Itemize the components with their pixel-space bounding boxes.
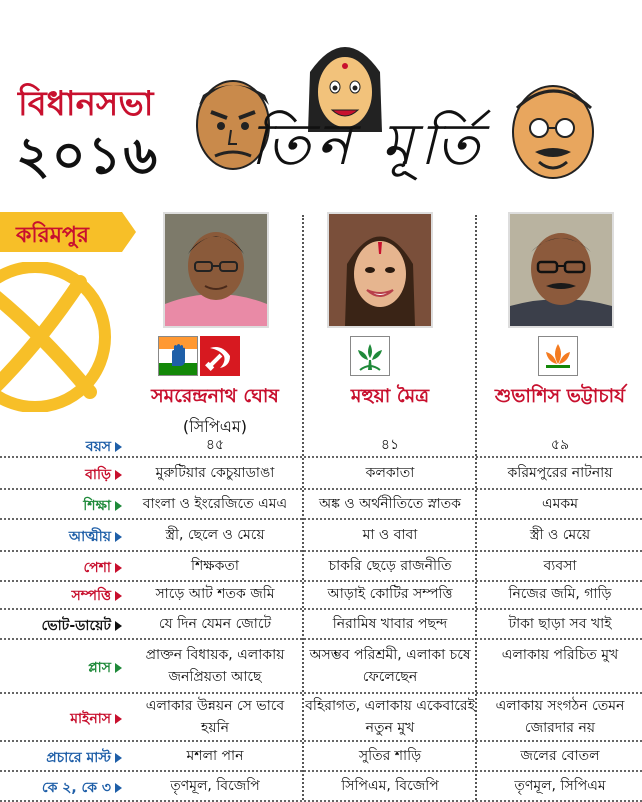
row-label-text: প্রচারে মাস্ট [46, 750, 111, 766]
table-cell: বাংলা ও ইংরেজিতে এমএ [142, 496, 288, 512]
table-row [0, 772, 642, 802]
table-cell: এলাকার উন্নয়ন সে ভাবে হয়নি [145, 698, 285, 736]
row-label [0, 707, 122, 731]
table-cell: সাড়ে আট শতক জমি [155, 586, 275, 602]
bjp-lotus-icon [538, 336, 578, 376]
table-cell: মা ও বাবা [362, 527, 418, 543]
table-cell: তৃণমূল, বিজেপি [170, 778, 260, 794]
congress-hand-icon [158, 336, 198, 376]
table-cell: অঙ্ক ও অর্থনীতিতে স্নাতক [319, 496, 461, 512]
row-label [0, 614, 122, 638]
table-cell: যে দিন যেমন জোটে [158, 616, 272, 632]
row-label [0, 494, 122, 518]
table-cell: স্ত্রী ও মেয়ে [529, 527, 591, 543]
constituency-banner [0, 212, 122, 252]
candidate-photo-2 [327, 212, 433, 328]
triangle-arrow-icon [115, 783, 122, 793]
table-cell: কলকাতা [365, 465, 415, 481]
table-cell: ৪১ [380, 437, 400, 453]
triangle-arrow-icon [115, 470, 122, 480]
table-row [0, 694, 642, 742]
table-cell: চাকরি ছেড়ে রাজনীতি [328, 558, 452, 574]
election-title: বিধানসভা [18, 84, 154, 124]
row-label-text: শিক্ষা [83, 498, 111, 514]
candidate-name-3: শুভাশিস ভট্টাচার্য [494, 385, 626, 407]
table-cell: ৪৫ [205, 437, 225, 453]
table-cell: অসম্ভব পরিশ্রমী, এলাকা চষে ফেলেছেন [309, 647, 471, 685]
row-label [0, 746, 122, 770]
row-label [0, 584, 122, 608]
election-year: ২০১৬ [16, 126, 160, 186]
table-cell: জলের বোতল [520, 748, 600, 764]
row-label [0, 656, 122, 680]
row-label-text: মাইনাস [70, 711, 111, 727]
table-cell: এলাকায় সংগঠন তেমন জোরদার নয় [495, 698, 625, 736]
table-row [0, 434, 642, 458]
row-label-text: প্লাস [88, 660, 111, 676]
table-cell: বহিরাগত, এলাকায় একেবারেই নতুন মুখ [305, 698, 475, 736]
candidate-photo-1 [163, 212, 269, 328]
table-cell: করিমপুরের নাটনায় [507, 465, 613, 481]
triangle-arrow-icon [115, 591, 122, 601]
table-cell: ব্যবসা [543, 558, 577, 574]
candidate-party-1: (সিপিএম) [182, 417, 248, 436]
constituency-label: করিমপুর [16, 223, 90, 248]
row-label-text: ভোট-ডায়েট [41, 618, 111, 634]
table-cell: টাকা ছাড়া সব খাই [508, 616, 612, 632]
table-cell: শিক্ষকতা [191, 558, 239, 574]
row-label-text: বয়স [85, 439, 111, 455]
table-cell: মুরুটিয়ার কেচুয়াডাঙা [155, 465, 275, 481]
tmc-flower-icon [350, 336, 390, 376]
table-cell: নিরামিষ খাবার পছন্দ [332, 616, 448, 632]
triangle-arrow-icon [115, 501, 122, 511]
headline-caption: তিন মূর্তি [250, 110, 486, 178]
table-cell: প্রাক্তন বিধায়ক, এলাকায় জনপ্রিয়তা আছে [145, 647, 285, 685]
table-row [0, 640, 642, 694]
row-label [0, 776, 122, 800]
table-cell: সুতির শাড়ি [358, 748, 422, 764]
table-cell: এলাকায় পরিচিত মুখ [501, 647, 619, 663]
candidate-photo-3 [508, 212, 614, 328]
table-row [0, 458, 642, 490]
table-row [0, 552, 642, 582]
table-cell: স্ত্রী, ছেলে ও মেয়ে [165, 527, 265, 543]
table-cell: তৃণমূল, সিপিএম [514, 778, 606, 794]
triangle-arrow-icon [115, 563, 122, 573]
table-row [0, 742, 642, 772]
table-cell: নিজের জমি, গাড়ি [508, 586, 612, 602]
row-label [0, 525, 122, 549]
banner-arrow [122, 212, 136, 252]
table-row [0, 580, 642, 610]
triangle-arrow-icon [115, 714, 122, 724]
table-cell: সিপিএম, বিজেপি [341, 778, 439, 794]
table-cell: এমকম [542, 496, 578, 512]
candidate-name-2: মহুয়া মৈত্র [350, 385, 430, 407]
triangle-arrow-icon [115, 753, 122, 763]
table-row [0, 490, 642, 520]
table-cell: ৫৯ [550, 437, 570, 453]
row-label [0, 435, 122, 459]
candidate-name-1: সমরেন্দ্রনাথ ঘোষ [151, 385, 279, 407]
row-label [0, 556, 122, 580]
row-label-text: সম্পত্তি [71, 588, 111, 604]
triangle-arrow-icon [115, 663, 122, 673]
triangle-arrow-icon [115, 442, 122, 452]
row-label [0, 463, 122, 487]
table-cell: মশলা পান [186, 748, 244, 764]
table-row [0, 610, 642, 640]
row-label-text: আত্মীয় [68, 529, 111, 545]
table-row [0, 520, 642, 552]
triangle-arrow-icon [115, 532, 122, 542]
cpim-hammer-sickle-icon [200, 336, 240, 376]
ballot-cross-icon [0, 262, 130, 412]
row-label-text: পেশা [83, 560, 111, 576]
table-cell: আড়াই কোটির সম্পত্তি [327, 586, 453, 602]
row-label-text: কে ২, কে ৩ [41, 780, 111, 796]
triangle-arrow-icon [115, 621, 122, 631]
row-label-text: বাড়ি [85, 467, 111, 483]
